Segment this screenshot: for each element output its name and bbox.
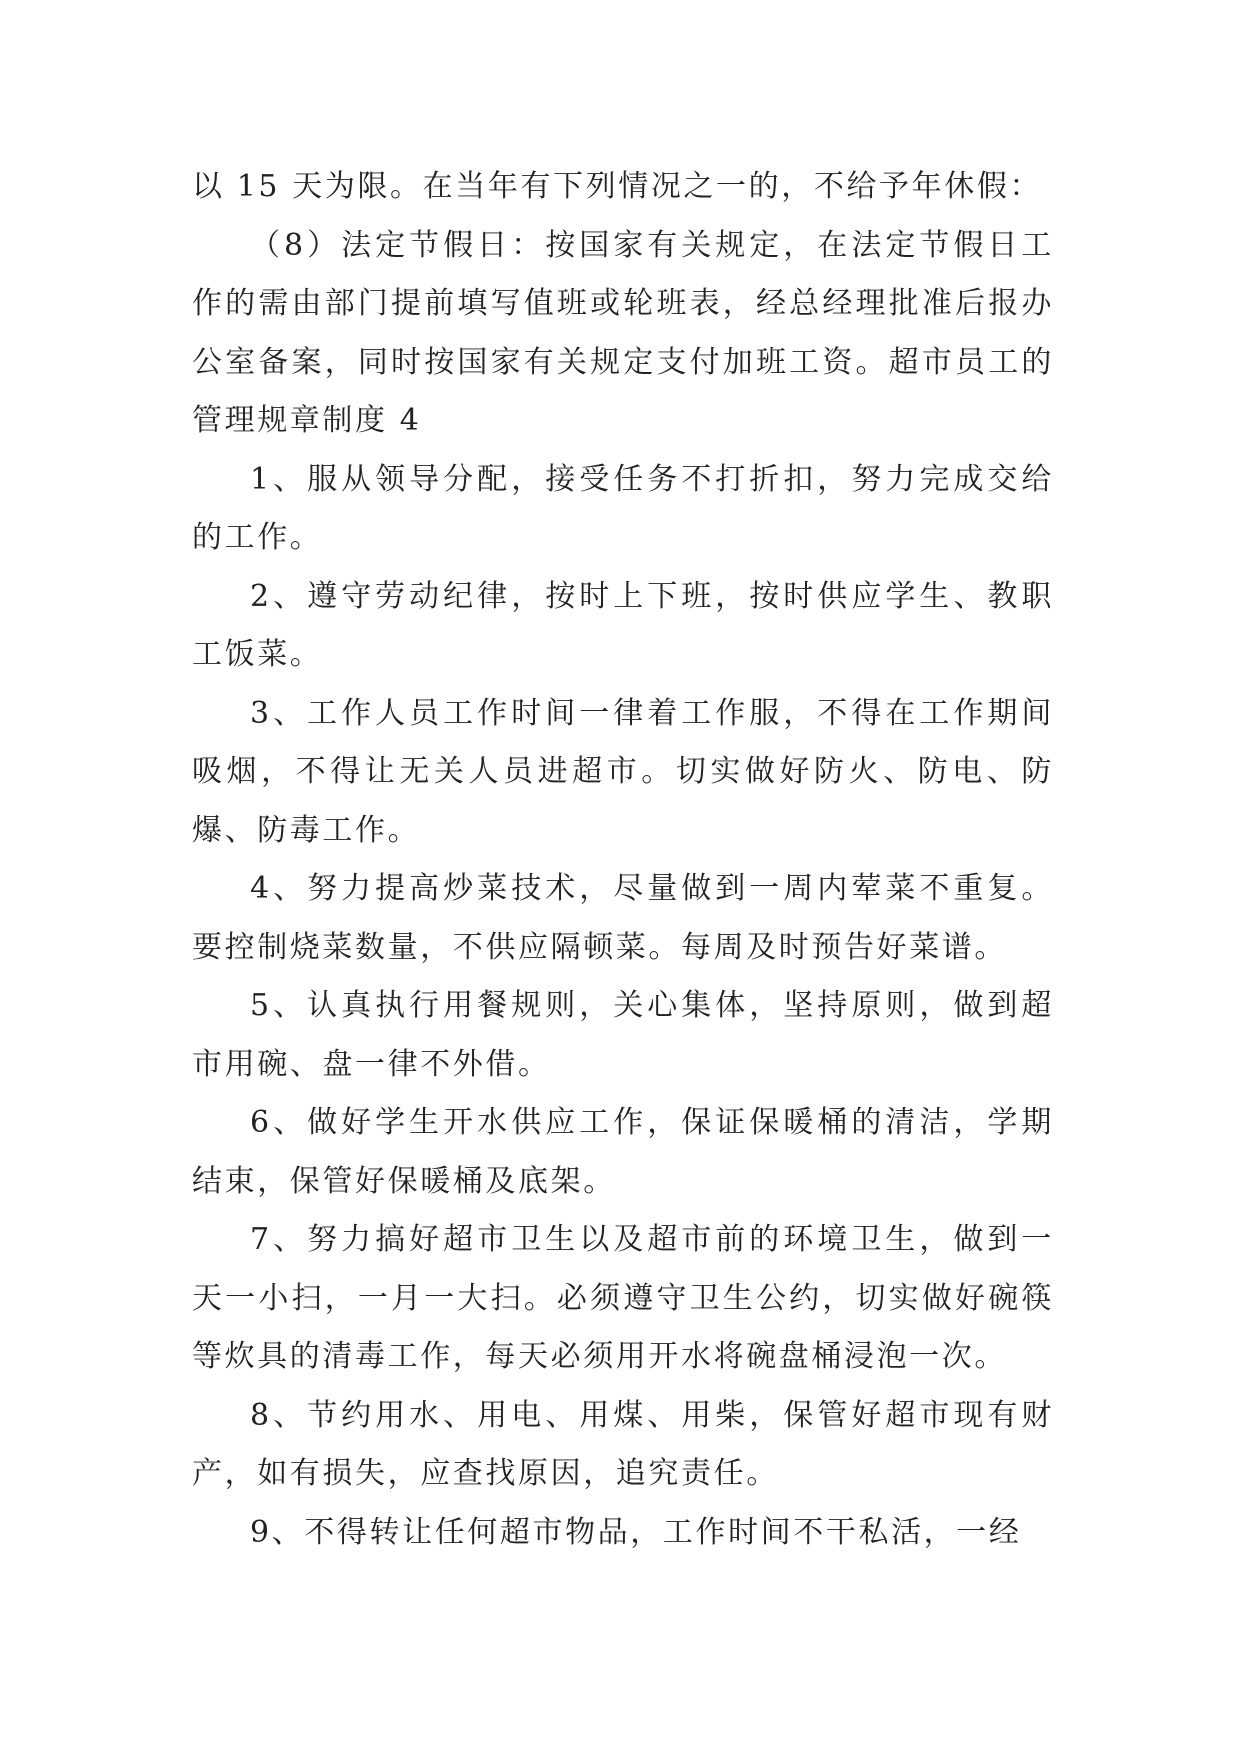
paragraph-rule-3: 3、工作人员工作时间一律着工作服，不得在工作期间吸烟，不得让无关人员进超市。切实做好防火、防电、防爆、防毒工作。 xyxy=(192,695,1054,848)
paragraph-rule-8: 8、节约用水、用电、用煤、用柴，保管好超市现有财产，如有损失，应查找原因，追究责任。 xyxy=(192,1397,1054,1491)
paragraph-rule-4: 4、努力提高炒菜技术，尽量做到一周内荤菜不重复。要控制烧菜数量，不供应隔顿菜。每周及时预告好菜谱。 xyxy=(192,871,1054,965)
paragraph-rule-1: 1、服从领导分配，接受任务不打折扣，努力完成交给的工作。 xyxy=(192,461,1054,555)
paragraph-rule-2: 2、遵守劳动纪律，按时上下班，按时供应学生、教职工饭菜。 xyxy=(192,578,1054,672)
paragraph-rule-5: 5、认真执行用餐规则，关心集体，坚持原则，做到超市用碗、盘一律不外借。 xyxy=(192,988,1054,1082)
paragraph-rule-6: 6、做好学生开水供应工作，保证保暖桶的清洁，学期结束，保管好保暖桶及底架。 xyxy=(192,1105,1054,1199)
document-body xyxy=(192,158,1054,1562)
paragraph-annual-leave-limit: 以 15 天为限。在当年有下列情况之一的，不给予年休假： xyxy=(192,169,1043,204)
paragraph-statutory-holidays: （8）法定节假日：按国家有关规定，在法定节假日工作的需由部门提前填写值班或轮班表，经总经理批准后报办公室备案，同时按国家有关规定支付加班工资。超市员工的管理规章制度 4 xyxy=(192,227,1054,438)
paragraph-rule-9: 9、不得转让任何超市物品，工作时间不干私活，一经 xyxy=(250,1514,1022,1550)
paragraph-rule-7: 7、努力搞好超市卫生以及超市前的环境卫生，做到一天一小扫，一月一大扫。必须遵守卫生公约，切实做好碗筷等炊具的清毒工作，每天必须用开水将碗盘桶浸泡一次。 xyxy=(192,1222,1054,1374)
